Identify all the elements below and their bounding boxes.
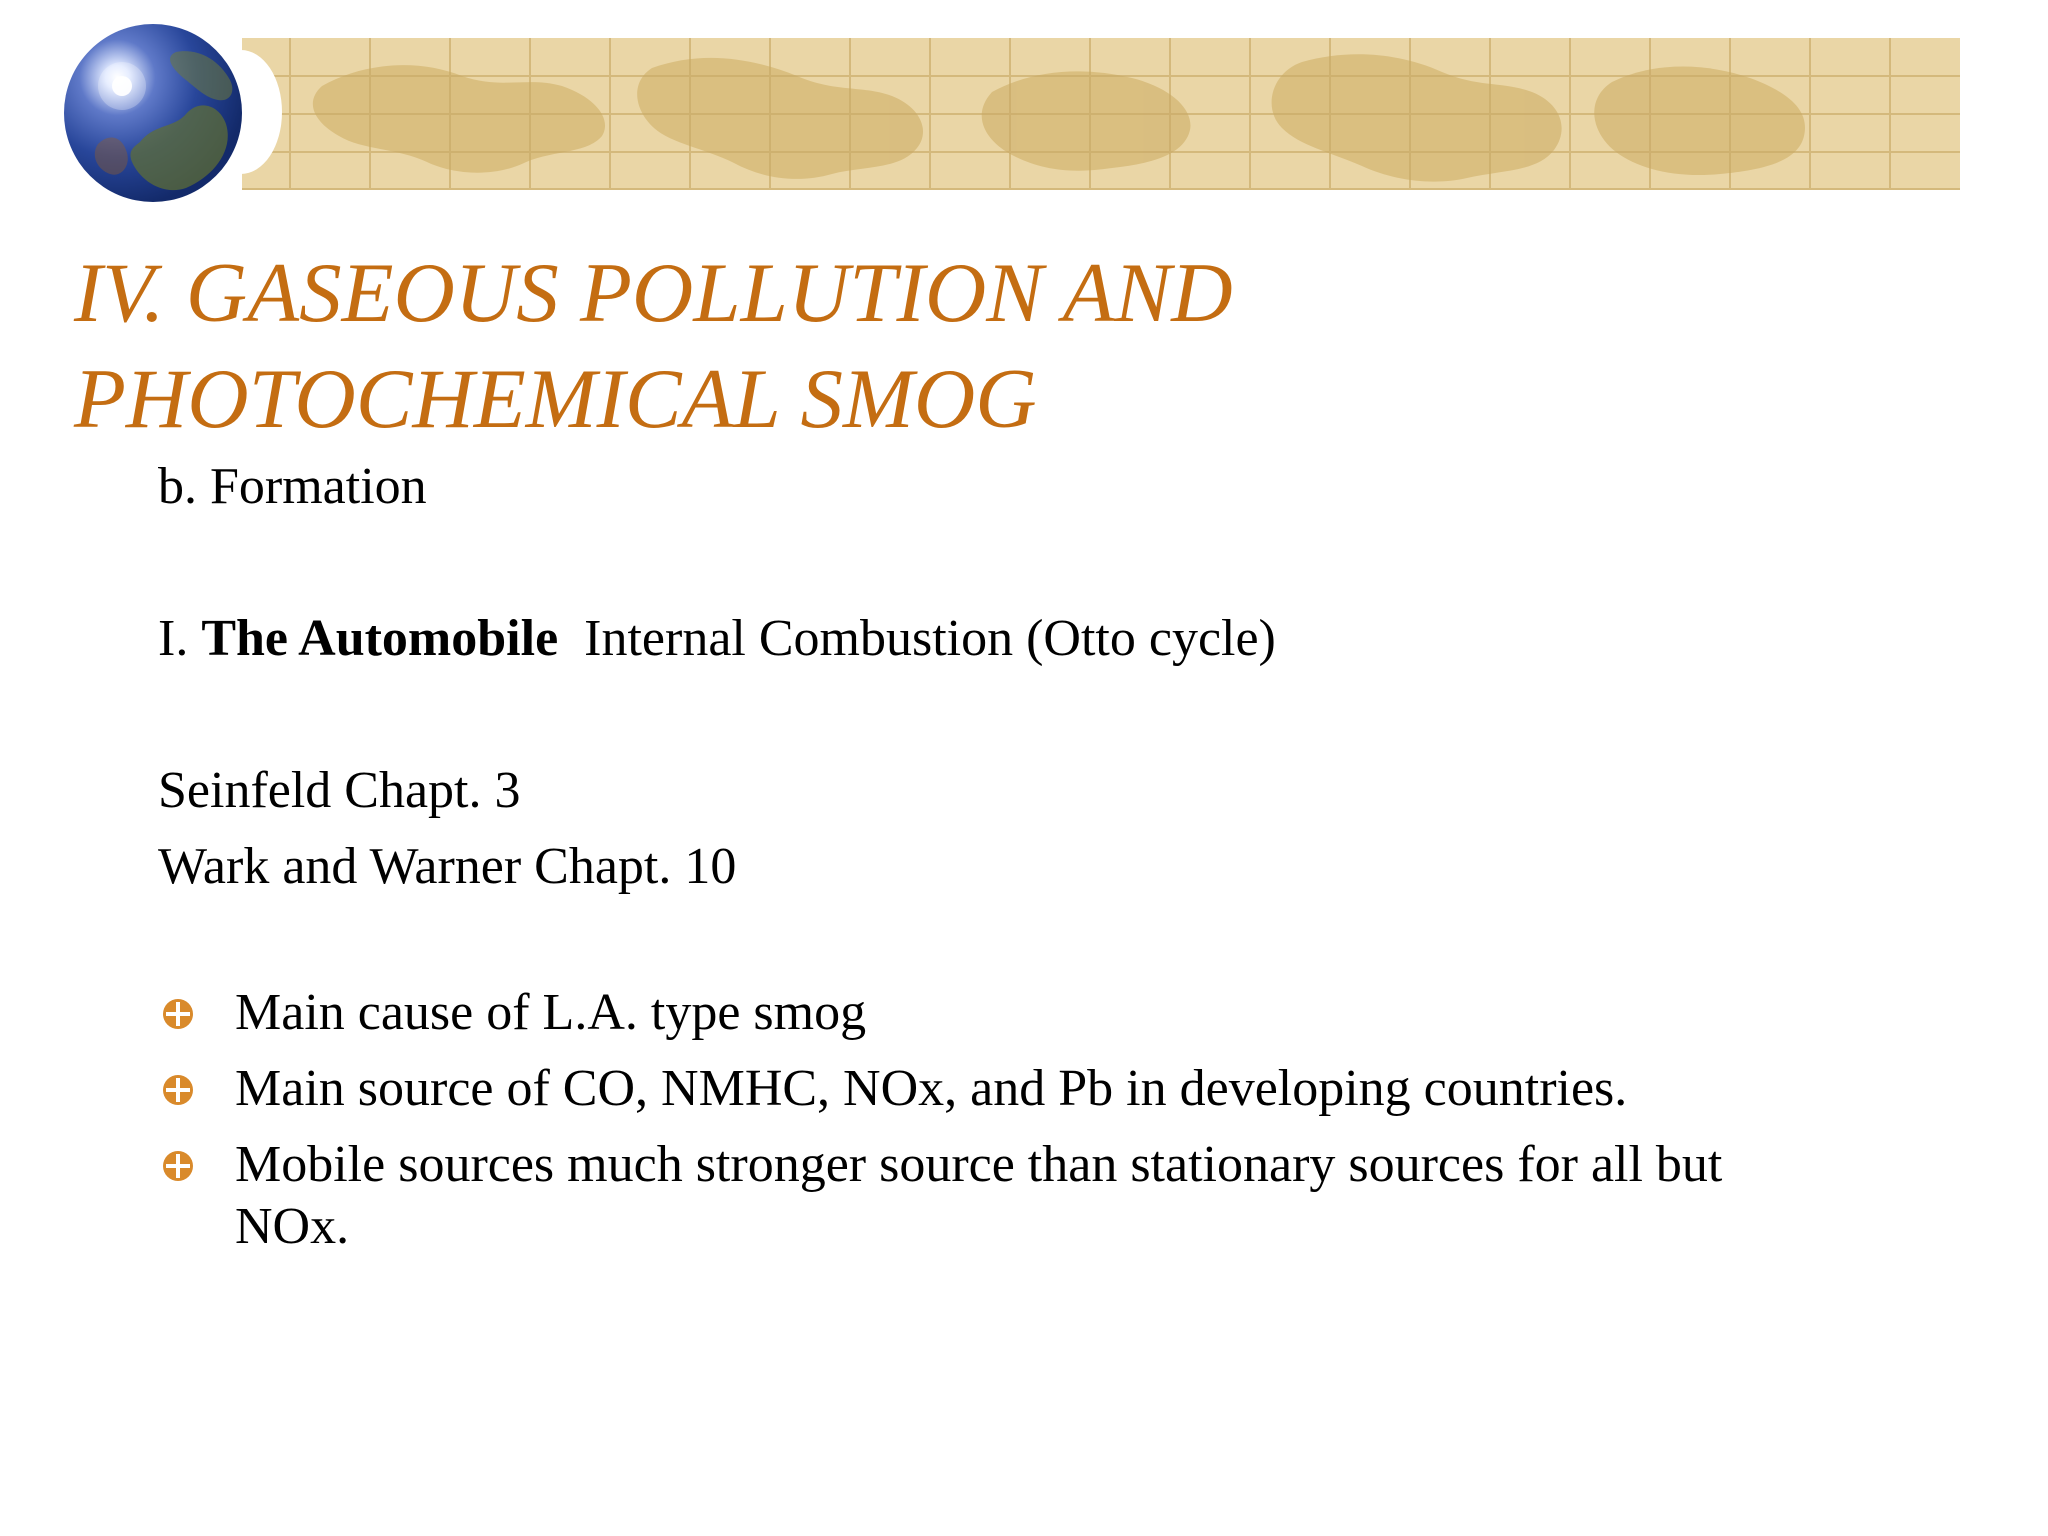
slide-title-line-1: IV. GASEOUS POLLUTION AND — [74, 246, 1233, 340]
diamond-bullet-icon — [160, 1072, 196, 1108]
list-item — [0, 1058, 1795, 1120]
section-heading — [158, 608, 1276, 670]
bullet-text: Mobile sources much stronger source than stationary sources for all but NOx. — [235, 1136, 1723, 1255]
bullet-list — [0, 982, 2048, 1272]
section-description: Internal Combustion (Otto cycle) — [558, 610, 1276, 667]
list-item — [0, 982, 1795, 1044]
diamond-bullet-icon — [160, 1148, 196, 1184]
section-bold-label: The Automobile — [201, 610, 559, 667]
bullet-text: Main source of CO, NMHC, NOx, and Pb in developing countries. — [235, 1060, 1628, 1117]
section-prefix: I. — [158, 610, 202, 667]
slide-title-line-2: PHOTOCHEMICAL SMOG — [74, 352, 1037, 446]
reference-seinfeld: Seinfeld Chapt. 3 — [158, 762, 521, 819]
globe-icon — [64, 24, 242, 202]
slide-title — [74, 240, 1914, 452]
world-map-banner — [242, 38, 1960, 190]
diamond-bullet-icon — [160, 996, 196, 1032]
bullet-text: Main cause of L.A. type smog — [235, 984, 867, 1041]
list-item — [0, 1134, 1795, 1258]
subheading: b. Formation — [158, 458, 427, 515]
reference-wark-warner: Wark and Warner Chapt. 10 — [158, 838, 737, 895]
